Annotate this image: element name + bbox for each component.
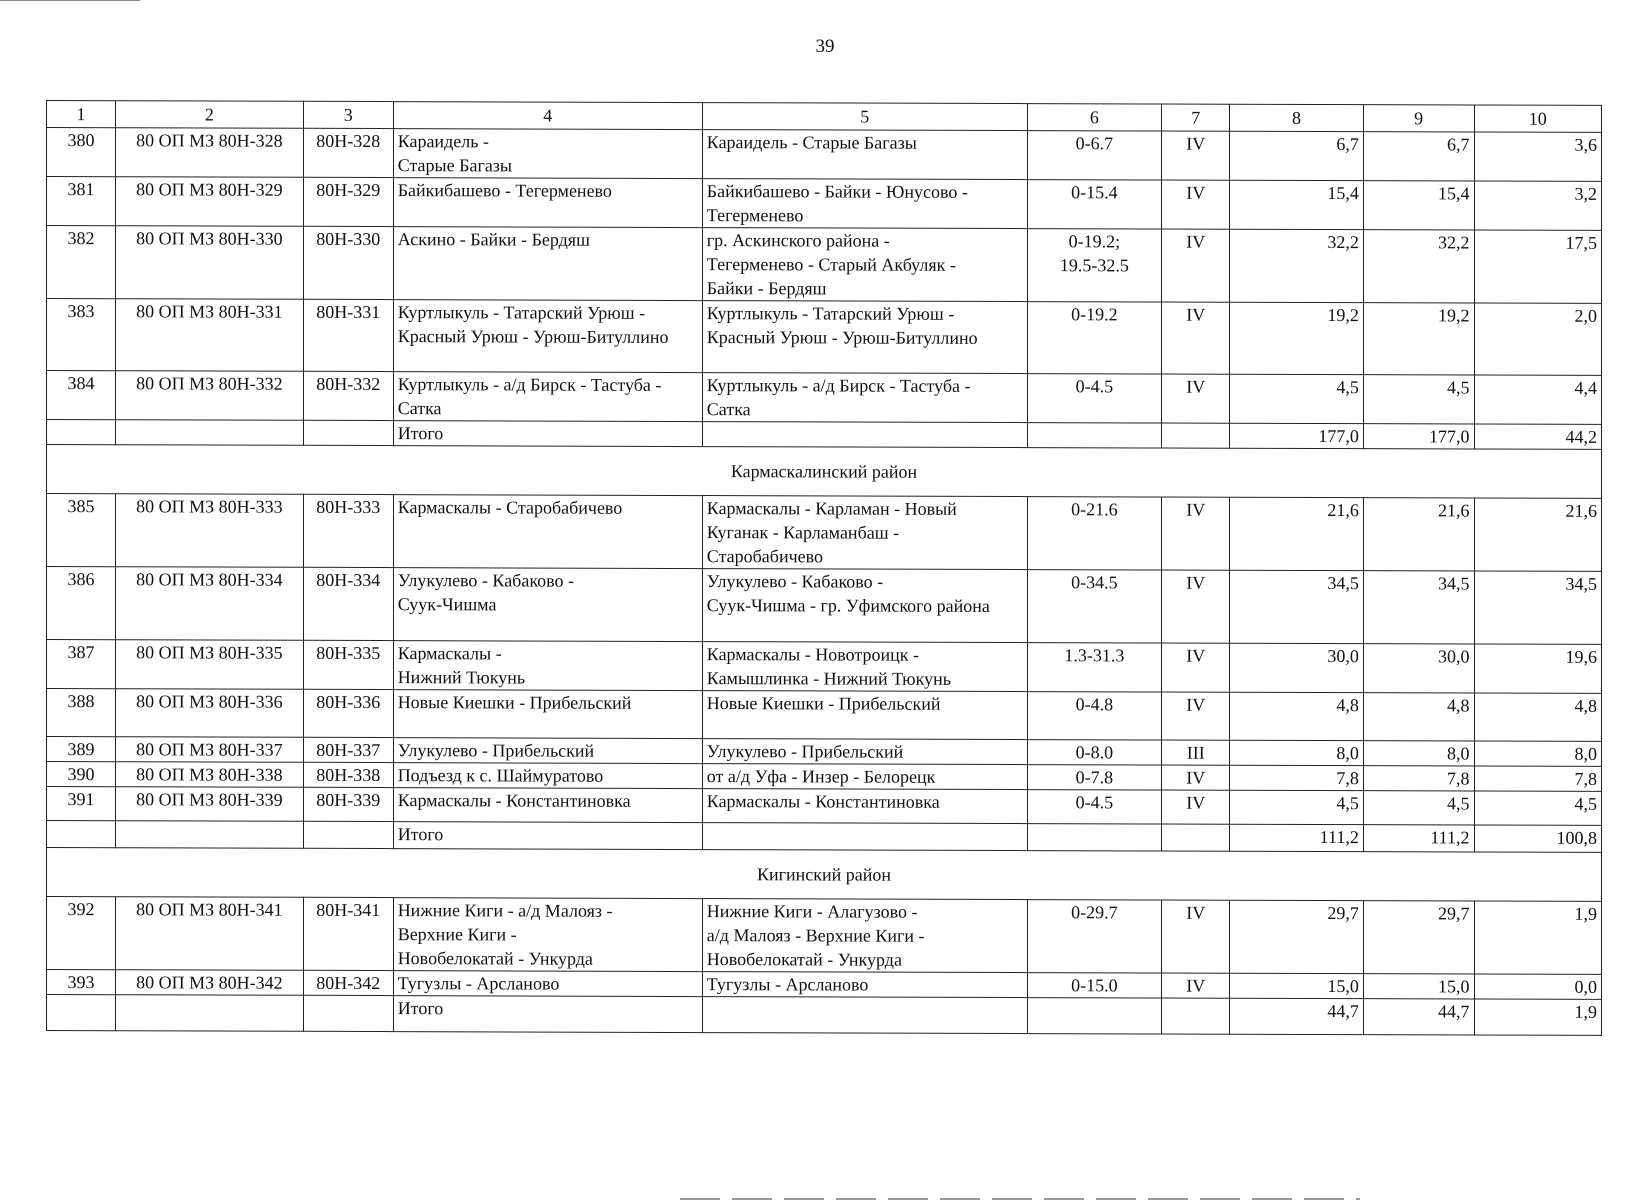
road-short-id-cell: 80Н-333	[303, 494, 393, 567]
road-route-cell: Улукулево - Прибельский	[702, 739, 1027, 765]
road-number-cell: 380	[47, 128, 116, 177]
empty-cell	[47, 420, 116, 445]
length-total-cell: 32,2	[1363, 230, 1474, 303]
length-cell: 21,6	[1230, 497, 1364, 570]
category-cell: III	[1162, 740, 1230, 765]
road-short-id-cell: 80Н-335	[303, 640, 393, 689]
empty-cell	[702, 823, 1027, 851]
road-name-cell: Улукулево - Кабаково - Суук-Чишма	[393, 568, 702, 642]
table-row	[47, 689, 1602, 742]
road-route-cell: Кармаскалы - Константиновка	[702, 789, 1027, 824]
district-row	[47, 445, 1602, 499]
road-route-cell: Кармаскалы - Новотроицк - Камышлинка - Нижний Тюкунь	[702, 642, 1027, 692]
empty-cell	[1027, 824, 1162, 851]
road-name-cell: Кармаскалы - Нижний Тюкунь	[393, 641, 702, 691]
length-cell: 4,8	[1230, 692, 1364, 740]
table-row	[47, 299, 1602, 376]
road-short-id-cell: 80Н-342	[303, 970, 393, 995]
table-row	[47, 494, 1602, 572]
road-route-cell: Тугузлы - Арсланово	[702, 972, 1027, 998]
road-number-cell: 387	[47, 640, 116, 689]
category-cell: IV	[1162, 302, 1230, 374]
road-short-id-cell: 80Н-339	[303, 787, 393, 821]
empty-cell	[1162, 998, 1230, 1034]
length-paved-cell: 2,0	[1474, 303, 1601, 375]
km-range-cell: 0-19.2; 19.5-32.5	[1027, 229, 1162, 302]
district-name: Кигинский район	[47, 848, 1602, 902]
road-id-cell: 80 ОП МЗ 80Н-339	[115, 787, 303, 822]
road-number-cell: 382	[47, 226, 116, 299]
total-length-all: 44,7	[1363, 999, 1474, 1035]
header-cell: 1	[47, 101, 116, 128]
length-cell: 8,0	[1230, 740, 1364, 765]
total-length-all: 111,2	[1363, 825, 1474, 852]
road-number-cell: 388	[47, 689, 116, 737]
length-paved-cell: 3,2	[1474, 181, 1601, 230]
category-cell: IV	[1162, 790, 1230, 824]
empty-cell	[303, 821, 393, 848]
length-total-cell: 4,5	[1363, 375, 1474, 424]
road-id-cell: 80 ОП МЗ 80Н-328	[115, 128, 303, 178]
category-cell: IV	[1162, 765, 1230, 790]
road-short-id-cell: 80Н-334	[303, 567, 393, 640]
road-name-cell: Кармаскалы - Старобабичево	[393, 495, 702, 569]
road-id-cell: 80 ОП МЗ 80Н-329	[115, 177, 303, 227]
road-id-cell: 80 ОП МЗ 80Н-333	[115, 494, 303, 568]
total-row	[47, 995, 1602, 1036]
km-range-cell: 0-8.0	[1027, 740, 1162, 765]
table-row	[47, 897, 1602, 975]
road-number-cell: 393	[47, 970, 116, 995]
category-cell: IV	[1162, 900, 1230, 973]
category-cell: IV	[1162, 131, 1230, 180]
road-route-cell: Байкибашево - Байки - Юнусово - Тегерменево	[702, 179, 1027, 229]
road-id-cell: 80 ОП МЗ 80Н-331	[115, 299, 303, 372]
km-range-cell: 0-15.0	[1027, 973, 1162, 998]
length-total-cell: 7,8	[1363, 766, 1474, 791]
road-number-cell: 392	[47, 897, 116, 970]
road-number-cell: 383	[47, 299, 116, 371]
header-cell: 9	[1363, 105, 1474, 132]
road-id-cell: 80 ОП МЗ 80Н-335	[115, 640, 303, 690]
km-range-cell: 0-7.8	[1027, 765, 1162, 790]
length-cell: 15,0	[1230, 973, 1364, 998]
length-cell: 19,2	[1230, 302, 1364, 374]
table-row	[47, 128, 1602, 182]
road-short-id-cell: 80Н-341	[303, 897, 393, 970]
road-short-id-cell: 80Н-337	[303, 737, 393, 762]
length-total-cell: 4,8	[1363, 693, 1474, 741]
road-id-cell: 80 ОП МЗ 80Н-334	[115, 567, 303, 641]
empty-cell	[1027, 423, 1162, 448]
road-route-cell: от а/д Уфа - Инзер - Белорецк	[702, 764, 1027, 790]
header-cell: 8	[1230, 104, 1364, 131]
road-id-cell: 80 ОП МЗ 80Н-338	[115, 762, 303, 788]
road-short-id-cell: 80Н-329	[303, 177, 393, 226]
road-route-cell: Нижние Киги - Алагузово - а/д Малояз - Верхние Киги - Новобелокатай - Ункурда	[702, 899, 1027, 973]
total-length-paved: 100,8	[1474, 825, 1601, 852]
corner-scan-line	[0, 0, 140, 1]
length-cell: 4,5	[1230, 374, 1364, 423]
category-cell: IV	[1162, 497, 1230, 570]
km-range-cell: 0-34.5	[1027, 570, 1162, 643]
length-total-cell: 15,0	[1363, 974, 1474, 999]
road-short-id-cell: 80Н-331	[303, 299, 393, 371]
length-total-cell: 15,4	[1363, 181, 1474, 230]
road-number-cell: 385	[47, 494, 116, 567]
road-id-cell: 80 ОП МЗ 80Н-341	[115, 897, 303, 971]
road-id-cell: 80 ОП МЗ 80Н-337	[115, 737, 303, 763]
empty-cell	[115, 821, 303, 849]
empty-cell	[115, 995, 303, 1032]
km-range-cell: 0-4.5	[1027, 374, 1162, 423]
road-name-cell: Кармаскалы - Константиновка	[393, 788, 702, 823]
road-number-cell: 389	[47, 737, 116, 762]
length-total-cell: 30,0	[1363, 644, 1474, 693]
road-number-cell: 386	[47, 567, 116, 640]
length-paved-cell: 4,8	[1474, 693, 1601, 741]
total-length: 111,2	[1230, 824, 1364, 851]
length-cell: 15,4	[1230, 180, 1364, 229]
length-paved-cell: 19,6	[1474, 644, 1601, 693]
length-paved-cell: 3,6	[1474, 132, 1601, 181]
category-cell: IV	[1162, 374, 1230, 423]
header-cell: 10	[1474, 105, 1601, 132]
category-cell: IV	[1162, 973, 1230, 998]
road-name-cell: Нижние Киги - а/д Малояз - Верхние Киги - Новобелокатай - Ункурда	[393, 898, 702, 972]
road-name-cell: Новые Киешки - Прибельский	[393, 690, 702, 739]
road-short-id-cell: 80Н-332	[303, 371, 393, 420]
road-name-cell: Тугузлы - Арсланово	[393, 971, 702, 997]
road-id-cell: 80 ОП МЗ 80Н-330	[115, 226, 303, 300]
length-cell: 34,5	[1230, 570, 1364, 643]
district-name: Кармаскалинский район	[47, 445, 1602, 499]
total-label: Итого	[393, 822, 702, 850]
road-number-cell: 390	[47, 762, 116, 787]
length-cell: 4,5	[1230, 790, 1364, 824]
length-total-cell: 21,6	[1363, 498, 1474, 571]
category-cell: IV	[1162, 643, 1230, 692]
road-route-cell: Караидель - Старые Багазы	[702, 130, 1027, 180]
length-total-cell: 8,0	[1363, 741, 1474, 766]
road-route-cell: Кармаскалы - Карламан - Новый Куганак - Карламанбаш - Старобабичево	[702, 496, 1027, 570]
km-range-cell: 0-19.2	[1027, 302, 1162, 374]
road-name-cell: Караидель - Старые Багазы	[393, 129, 702, 179]
table-row	[47, 226, 1602, 304]
length-paved-cell: 0,0	[1474, 974, 1601, 999]
road-short-id-cell: 80Н-328	[303, 128, 393, 177]
km-range-cell: 0-4.8	[1027, 692, 1162, 740]
length-cell: 32,2	[1230, 229, 1364, 302]
road-name-cell: Куртлыкуль - Татарский Урюш - Красный Урюш - Урюш-Битуллино	[393, 300, 702, 373]
road-short-id-cell: 80Н-336	[303, 689, 393, 737]
roads-register-table	[46, 100, 1602, 1036]
road-route-cell: Новые Киешки - Прибельский	[702, 691, 1027, 740]
road-name-cell: Куртлыкуль - а/д Бирск - Тастуба - Сатка	[393, 372, 702, 422]
empty-cell	[47, 995, 116, 1031]
empty-cell	[702, 422, 1027, 448]
header-cell: 3	[303, 101, 393, 128]
length-total-cell: 19,2	[1363, 303, 1474, 375]
road-route-cell: гр. Аскинского района - Тегерменево - Старый Акбуляк - Байки - Бердяш	[702, 228, 1027, 302]
road-number-cell: 391	[47, 787, 116, 821]
total-length: 44,7	[1230, 998, 1364, 1034]
length-paved-cell: 4,5	[1474, 791, 1601, 825]
length-cell: 29,7	[1230, 900, 1364, 973]
table-body	[47, 101, 1602, 1036]
table-row	[47, 371, 1602, 425]
total-label: Итого	[393, 996, 702, 1033]
km-range-cell: 0-6.7	[1027, 131, 1162, 180]
table-row	[47, 177, 1602, 231]
length-paved-cell: 7,8	[1474, 766, 1601, 791]
length-paved-cell: 1,9	[1474, 901, 1601, 974]
empty-cell	[303, 995, 393, 1031]
length-paved-cell: 34,5	[1474, 571, 1601, 644]
district-row	[47, 848, 1602, 902]
road-short-id-cell: 80Н-338	[303, 762, 393, 787]
empty-cell	[303, 420, 393, 445]
km-range-cell: 0-29.7	[1027, 900, 1162, 973]
road-name-cell: Подъезд к с. Шаймуратово	[393, 763, 702, 789]
road-id-cell: 80 ОП МЗ 80Н-342	[115, 970, 303, 996]
page-number: 39	[815, 36, 835, 57]
category-cell: IV	[1162, 570, 1230, 643]
category-cell: IV	[1162, 229, 1230, 302]
length-paved-cell: 21,6	[1474, 498, 1601, 571]
road-name-cell: Байкибашево - Тегерменево	[393, 178, 702, 228]
length-cell: 7,8	[1230, 765, 1364, 790]
header-cell: 5	[702, 103, 1027, 131]
category-cell: IV	[1162, 692, 1230, 740]
length-cell: 6,7	[1230, 131, 1364, 180]
length-total-cell: 6,7	[1363, 132, 1474, 181]
road-id-cell: 80 ОП МЗ 80Н-336	[115, 689, 303, 738]
km-range-cell: 0-4.5	[1027, 790, 1162, 824]
length-total-cell: 29,7	[1363, 901, 1474, 974]
table-row	[47, 787, 1602, 826]
length-total-cell: 4,5	[1363, 791, 1474, 825]
empty-cell	[702, 997, 1027, 1034]
empty-cell	[1162, 824, 1230, 851]
header-cell: 2	[115, 101, 303, 129]
length-cell: 30,0	[1230, 643, 1364, 692]
table-row	[47, 640, 1602, 694]
length-paved-cell: 4,4	[1474, 375, 1601, 424]
table-row	[47, 567, 1602, 645]
road-short-id-cell: 80Н-330	[303, 226, 393, 299]
total-label: Итого	[393, 421, 702, 447]
road-name-cell: Аскино - Байки - Бердяш	[393, 227, 702, 301]
length-total-cell: 34,5	[1363, 571, 1474, 644]
header-cell: 7	[1162, 104, 1230, 131]
road-route-cell: Куртлыкуль - Татарский Урюш - Красный Урюш - Урюш-Битуллино	[702, 301, 1027, 374]
road-name-cell: Улукулево - Прибельский	[393, 738, 702, 764]
empty-cell	[47, 821, 116, 848]
km-range-cell: 0-15.4	[1027, 180, 1162, 229]
road-route-cell: Куртлыкуль - а/д Бирск - Тастуба - Сатка	[702, 373, 1027, 423]
length-paved-cell: 8,0	[1474, 741, 1601, 766]
header-cell: 4	[393, 102, 702, 130]
total-length: 177,0	[1230, 423, 1364, 448]
length-paved-cell: 17,5	[1474, 230, 1601, 303]
road-number-cell: 384	[47, 371, 116, 420]
category-cell: IV	[1162, 180, 1230, 229]
total-length-all: 177,0	[1363, 424, 1474, 449]
road-number-cell: 381	[47, 177, 116, 226]
total-length-paved: 1,9	[1474, 999, 1601, 1035]
empty-cell	[1027, 998, 1162, 1034]
total-length-paved: 44,2	[1474, 424, 1601, 449]
empty-cell	[115, 420, 303, 446]
road-route-cell: Улукулево - Кабаково - Суук-Чишма - гр. Уфимского района	[702, 569, 1027, 643]
km-range-cell: 0-21.6	[1027, 497, 1162, 570]
road-id-cell: 80 ОП МЗ 80Н-332	[115, 371, 303, 421]
empty-cell	[1162, 423, 1230, 448]
km-range-cell: 1.3-31.3	[1027, 643, 1162, 692]
header-cell: 6	[1027, 104, 1162, 131]
